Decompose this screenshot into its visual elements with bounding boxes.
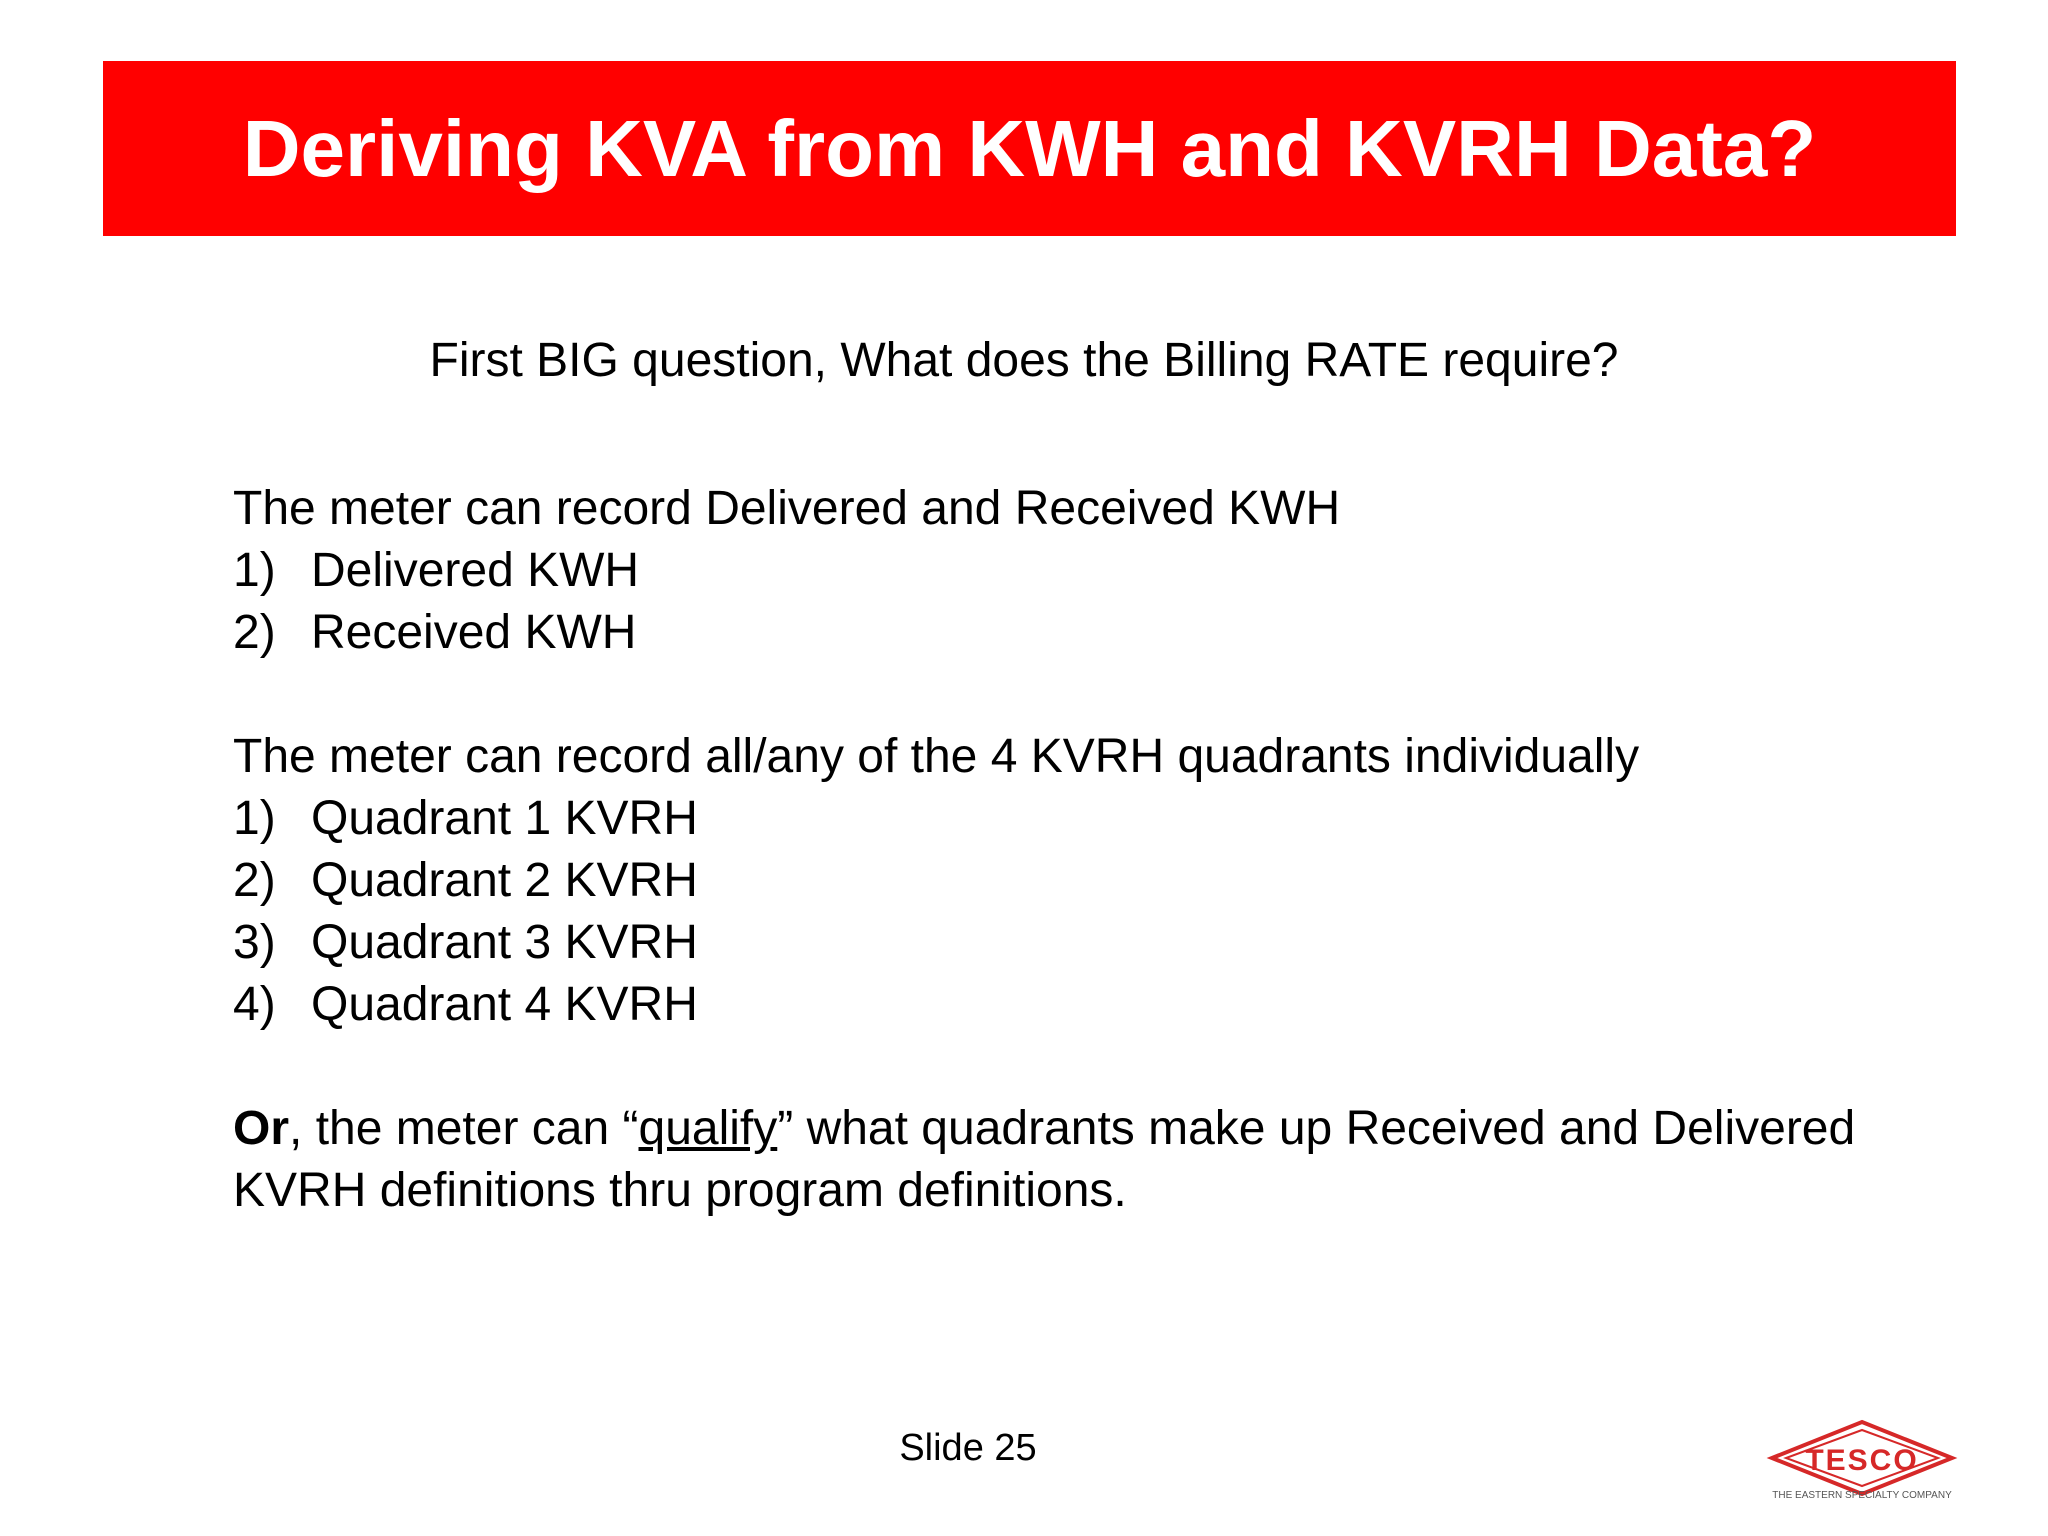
list-item xyxy=(233,602,1873,664)
kwh-heading: The meter can record Delivered and Received KWH xyxy=(233,482,1341,535)
title-bar xyxy=(103,61,1956,236)
list-item xyxy=(233,974,1873,1036)
list-number: 4) xyxy=(233,978,276,1031)
spacer xyxy=(233,1036,1873,1098)
closing-text-part1: , the meter can “ xyxy=(289,1102,639,1155)
list-number: 1) xyxy=(233,544,276,597)
list-text: Quadrant 1 KVRH xyxy=(311,792,698,845)
spacer xyxy=(233,664,1873,726)
list-text: Quadrant 2 KVRH xyxy=(311,854,698,907)
list-item xyxy=(233,540,1873,602)
list-item xyxy=(233,788,1873,850)
closing-bold: Or xyxy=(233,1102,290,1155)
list-text: Quadrant 4 KVRH xyxy=(311,978,698,1031)
list-number: 2) xyxy=(233,606,276,659)
logo-text: TESCO xyxy=(1805,1444,1919,1477)
closing-underlined: qualify xyxy=(638,1102,778,1155)
list-number: 1) xyxy=(233,792,276,845)
logo-caption: THE EASTERN SPECIALTY COMPANY xyxy=(1772,1490,1952,1501)
slide-content xyxy=(233,478,1873,1222)
billing-question: First BIG question, What does the Billing RATE require? xyxy=(429,334,1619,387)
list-text: Delivered KWH xyxy=(311,544,640,597)
list-item xyxy=(233,912,1873,974)
list-number: 2) xyxy=(233,854,276,907)
list-text: Received KWH xyxy=(311,606,637,659)
closing-paragraph xyxy=(233,1098,1873,1222)
kvrh-heading: The meter can record all/any of the 4 KVRH quadrants individually xyxy=(233,730,1640,783)
slide-title: Deriving KVA from KWH and KVRH Data? xyxy=(242,103,1817,193)
list-item xyxy=(233,850,1873,912)
list-number: 3) xyxy=(233,916,276,969)
list-text: Quadrant 3 KVRH xyxy=(311,916,698,969)
slide-number: Slide 25 xyxy=(899,1427,1037,1469)
closing-text-part2: ” what quadrants make up Received and Delivered KVRH definitions thru program definitions. xyxy=(233,1102,1856,1217)
